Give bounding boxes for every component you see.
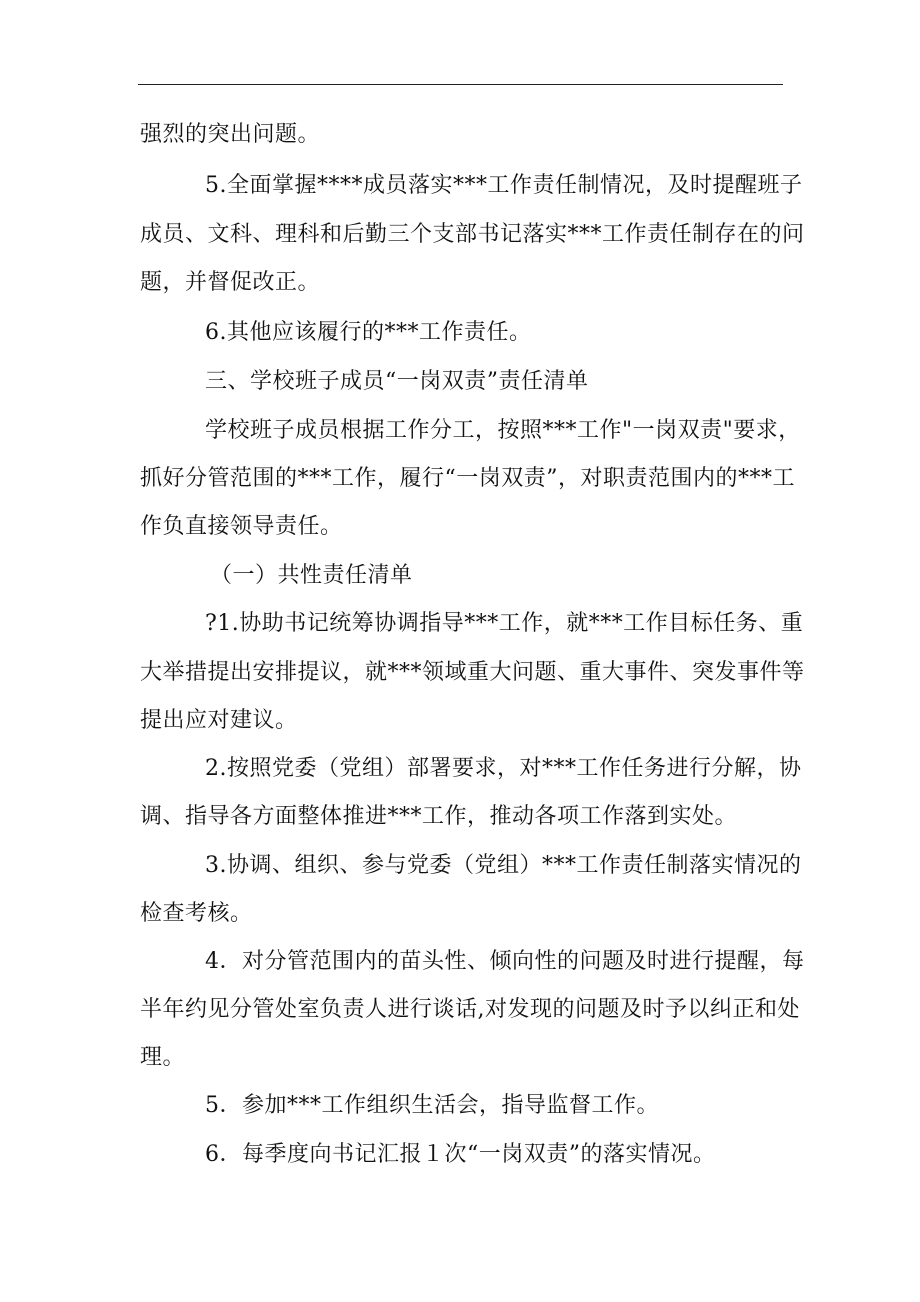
- paragraph-line: 6.其他应该履行的***工作责任。: [205, 320, 532, 345]
- paragraph-line: 学校班子成员根据工作分工，按照***工作"一岗双责"要求，: [205, 418, 801, 443]
- paragraph-line: 题，并督促改正。: [140, 270, 321, 295]
- section-heading: 三、学校班子成员“一岗双责”责任清单: [205, 369, 589, 394]
- paragraph-line: ?1.协助书记统筹协调指导***工作，就***工作目标任务、重: [205, 611, 804, 636]
- subsection-heading: （一）共性责任清单: [210, 563, 413, 588]
- paragraph-line: 提出应对建议。: [140, 708, 298, 733]
- paragraph-line: 大举措提出安排提议，就***领域重大问题、重大事件、突发事件等: [140, 660, 805, 685]
- paragraph-line: 5．参加***工作组织生活会，指导监督工作。: [205, 1093, 659, 1118]
- header-rule: [138, 84, 783, 85]
- paragraph-line: 半年约见分管处室负责人进行谈话,对发现的问题及时予以纠正和处: [140, 997, 800, 1022]
- paragraph-line: 理。: [140, 1045, 186, 1070]
- paragraph-line: 作负直接领导责任。: [140, 514, 343, 539]
- paragraph-line: 检查考核。: [140, 901, 253, 926]
- paragraph-line: 2.按照党委（党组）部署要求，对***工作任务进行分解，协: [205, 756, 802, 781]
- paragraph-line: 3.协调、组织、参与党委（党组）***工作责任制落实情况的: [205, 853, 802, 878]
- paragraph-line: 抓好分管范围的***工作，履行“一岗双责”，对职责范围内的***工: [140, 466, 795, 491]
- paragraph-line: 5.全面掌握****成员落实***工作责任制情况，及时提醒班子: [205, 173, 803, 198]
- paragraph-line: 4．对分管范围内的苗头性、倾向性的问题及时进行提醒，每: [205, 949, 805, 974]
- paragraph-line: 调、指导各方面整体推进***工作，推动各项工作落到实处。: [140, 804, 738, 829]
- paragraph-line: 成员、文科、理科和后勤三个支部书记落实***工作责任制存在的问: [140, 222, 805, 247]
- paragraph-line: 6．每季度向书记汇报１次“一岗双责”的落实情况。: [205, 1142, 716, 1167]
- paragraph-line: 强烈的突出问题。: [140, 122, 321, 147]
